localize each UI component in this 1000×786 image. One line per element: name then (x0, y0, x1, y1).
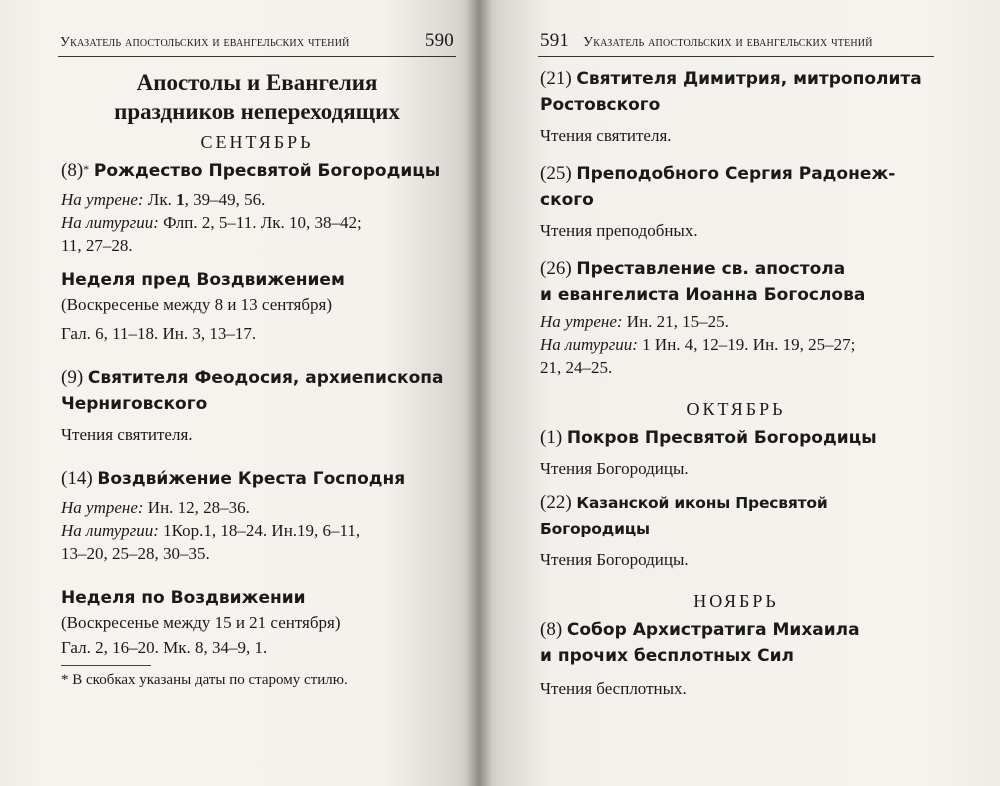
right-running-head (540, 30, 932, 52)
right-header-title: Указатель апостольских и евангельских чтений (583, 35, 873, 50)
entry-apostle-john: (26) Преставление св. апостола и евангелиста Иоанна Богослова На утрене: Ин. 21, 15–25. На литургии: 1 Ин. 4, 12–19. Ин. 19, 25–27; 21, 24–25. (540, 258, 866, 377)
entry-sunday-before-exaltation: Неделя пред Воздвижением (Воскресенье между 8 и 13 сентября) Гал. 6, 11–18. Ин. 3, 13–17. (61, 270, 345, 343)
month-november: НОЯБРЬ (693, 591, 779, 611)
entry-st-theodosius: (9) Святителя Феодосия, архиепископа Черниговского Чтения святителя. (61, 367, 444, 444)
right-page-number: 591 (540, 30, 570, 51)
entry-protection-theotokos: (1) Покров Пресвятой Богородицы Чтения Богородицы. (540, 427, 877, 478)
month-september: СЕНТЯБРЬ (200, 132, 314, 152)
month-october: ОКТЯБРЬ (686, 399, 786, 419)
book-gutter (466, 0, 492, 786)
entry-sunday-after-exaltation: Неделя по Воздвижении (Воскресенье между 15 и 21 сентября) Гал. 2, 16–20. Мк. 8, 34–9, 1. (61, 588, 341, 657)
left-page-number: 590 (424, 30, 454, 51)
entry-kazan-icon: (22) Казанской иконы Пресвятой Богородицы Чтения Богородицы. (540, 492, 828, 569)
right-column (540, 66, 932, 700)
left-running-head (60, 30, 454, 52)
left-header-title: Указатель апостольских и евангельских чтений (60, 35, 350, 50)
left-column (61, 66, 453, 690)
entry-synaxis-michael: (8) Собор Архистратига Михаила и прочих бесплотных Сил Чтения бесплотных. (540, 619, 860, 698)
entry-exaltation-cross: (14) Воздви́жение Креста Господня На утрене: Ин. 12, 28–36. На литургии: 1Кор.1, 18–24. Ин.19, 6–11, 13–20, 25–28, 30–35. (61, 468, 406, 563)
right-header-rule (538, 56, 934, 57)
footnote-rule (61, 665, 151, 666)
left-header-rule (58, 56, 456, 57)
entry-st-demetrius: (21) Святителя Димитрия, митрополита Ростовского Чтения святителя. (540, 68, 922, 145)
section-title: Апостолы и Евангелия праздников непереходящих (114, 70, 400, 124)
entry-st-sergius: (25) Преподобного Сергия Радонеж- ского Чтения преподобных. (540, 163, 896, 240)
entry-nativity-theotokos: (8)* Рождество Пресвятой Богородицы На утрене: Лк. 1, 39–49, 56. На литургии: Флп. 2, 5–11. Лк. 10, 38–42; 11, 27–28. (61, 160, 441, 255)
footnote: * В скобках указаны даты по старому стилю. (61, 672, 348, 688)
